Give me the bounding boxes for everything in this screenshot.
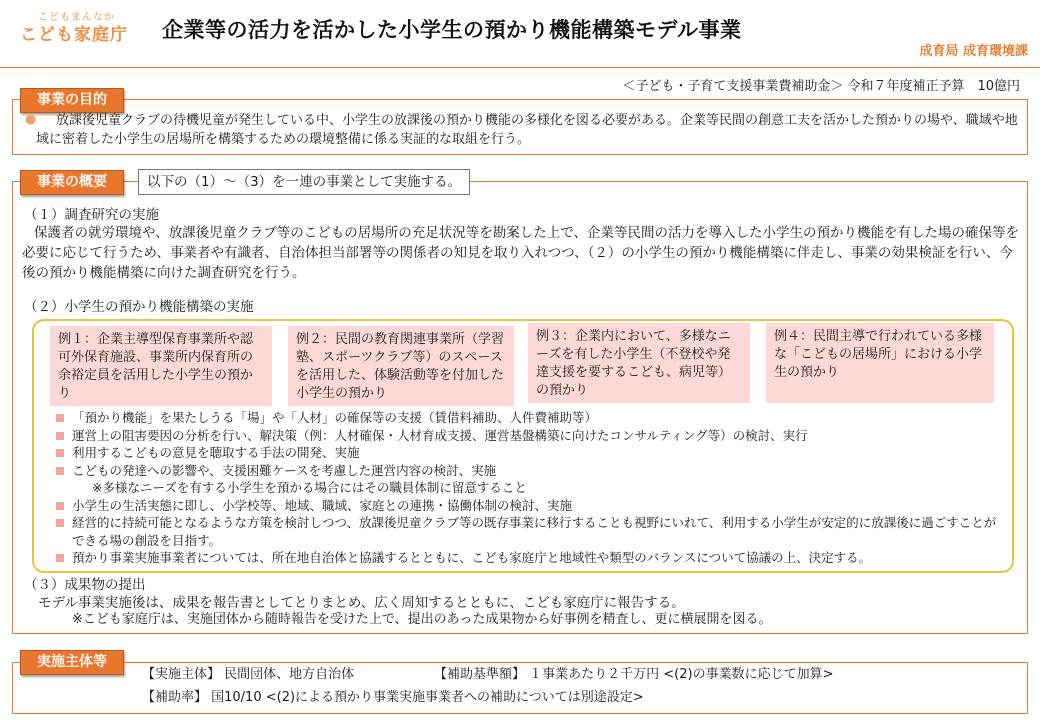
list-item: 利用するこどもの意見を聴取する手法の開発、実施 bbox=[56, 444, 1000, 462]
square-bullet-icon bbox=[56, 449, 64, 457]
list-item: 経営的に持続可能となるような方策を検討しつつ、放課後児童クラブ等の既存事業に移行することも視野にいれて、利用する小学生が安定的に放課後に過ごすことができる場の創設を目指す。 bbox=[56, 514, 1000, 549]
budget-label: ＜子ども・子育て支援事業費補助金＞ 令和７年度補正予算 10億円 bbox=[622, 79, 1020, 94]
example-card-2: 例２：民間の教育関連事業所（学習塾、スポーツクラブ等）のスペースを活用した、体験活動等を付加した小学生の預かり bbox=[288, 326, 514, 406]
section2-heading: （２）小学生の預かり機能構築の実施 bbox=[24, 299, 254, 315]
example-card-4: 例４：民間主導で行われている多様な「こどもの居場所」における小学生の預かり bbox=[766, 323, 994, 403]
square-bullet-icon bbox=[56, 467, 64, 475]
overview-note: 以下の（1）～（3）を一連の事業として実施する。 bbox=[138, 169, 470, 195]
example-card-1: 例１：企業主導型保育事業所や認可外保育施設、事業所内保育所の余裕定員を活用した小学生の預かり bbox=[50, 326, 272, 406]
square-bullet-icon bbox=[56, 414, 64, 422]
implementation-standard: 【補助基準額】 １事業あたり２千万円 <(2)の事業数に応じて加算> bbox=[434, 667, 834, 682]
logo-tagline: こどもまんなか bbox=[38, 12, 115, 23]
implementation-rate: 【補助率】 国10/10 <(2)による預かり事業実施事業者への補助については別途設定> bbox=[142, 690, 644, 705]
list-item-note: ※多様なニーズを有する小学生を預かる場合にはその職員体制に留意すること bbox=[92, 480, 527, 495]
example-card-3: 例３：企業内において、多様なニーズを有した小学生（不登校や発達支援を要するこども、病児等）の預かり bbox=[528, 323, 750, 403]
support-bullet-list bbox=[56, 409, 1000, 567]
list-item: 小学生の生活実態に即し、小学校等、地域、職域、家庭との連携・協働体制の検討、実施 bbox=[56, 497, 1000, 515]
logo: こども家庭庁 bbox=[20, 25, 128, 45]
department-label: 成育局 成育環境課 bbox=[919, 44, 1028, 59]
square-bullet-icon bbox=[56, 519, 64, 527]
purpose-text: 放課後児童クラブの待機児童が発生している中、小学生の放課後の預かり機能の多様化を図る必要がある。企業等民間の創意工夫を活かした預かりの場や、職域や地域に密着した小学生の居場所を構築するための環境整備に係る実証的な取組を行う。 bbox=[36, 113, 1018, 147]
square-bullet-icon bbox=[56, 502, 64, 510]
section3-heading: （３）成果物の提出 bbox=[24, 577, 146, 593]
header-divider bbox=[0, 67, 1040, 68]
list-item: 預かり事業実施事業者については、所在地自治体と協議するとともに、こども家庭庁と地域性や類型のバランスについて協議の上、決定する。 bbox=[56, 549, 1000, 567]
section3-note: ※こども家庭庁は、実施団体から随時報告を受けた上で、提出のあった成果物から好事例を精査し、更に横展開を図る。 bbox=[72, 612, 772, 627]
section3-text: モデル事業実施後は、成果を報告書としてとりまとめ、広く周知するとともに、こども家庭庁に報告する。 bbox=[38, 595, 685, 611]
list-item: 運営上の阻害要因の分析を行い、解決策（例：人材確保・人材育成支援、運営基盤構築に向けたコンサルティング等）の検討、実行 bbox=[56, 427, 1000, 445]
overview-tag: 事業の概要 bbox=[20, 170, 124, 195]
section1-heading: （１）調査研究の実施 bbox=[24, 207, 159, 223]
square-bullet-icon bbox=[56, 554, 64, 562]
list-item: 「預かり機能」を果たしうる「場」や「人材」の確保等の支援（賃借料補助、人件費補助等） bbox=[56, 409, 1000, 427]
purpose-tag: 事業の目的 bbox=[20, 88, 124, 113]
square-bullet-icon bbox=[56, 432, 64, 440]
purpose-bullet-icon: ● bbox=[25, 112, 37, 127]
section1-text: 保護者の就労環境や、放課後児童クラブ等のこどもの居場所の充足状況等を勘案した上で、企業等民間の活力を導入した小学生の預かり機能を有した場の確保等を必要に応じて行うため、事業者や有識者、自治体担当部署等の関係者の知見を取り入れつつ、（２）の小学生の預かり機能構築に伴走し、事業の効果検証を行い、今後の預かり機能構築に向けた調査研究を行う。 bbox=[22, 225, 1019, 281]
list-item: こどもの発達への影響や、支援困難ケースを考慮した運営内容の検討、実施 bbox=[56, 462, 1000, 480]
page-title: 企業等の活力を活かした小学生の預かり機能構築モデル事業 bbox=[162, 18, 742, 42]
implementation-entity: 【実施主体】 民間団体、地方自治体 bbox=[142, 667, 355, 682]
implementation-tag: 実施主体等 bbox=[20, 650, 124, 675]
